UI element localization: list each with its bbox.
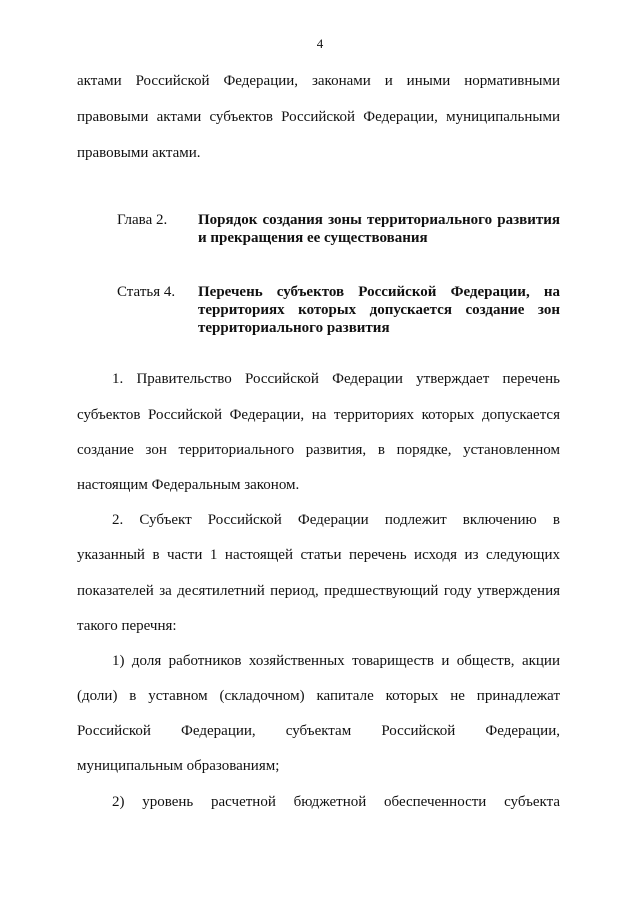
article-title-line-1: Перечень субъектов Российской Федерации, на (198, 284, 560, 300)
p1-line-3: создание зон территориального развития, в порядке, установленном (77, 442, 560, 458)
p4-line-1: 2) уровень расчетной бюджетной обеспеченности субъекта (112, 794, 560, 810)
p2-line-2: указанный в части 1 настоящей статьи перечень исходя из следующих (77, 547, 560, 563)
p2-line-4: такого перечня: (77, 618, 177, 634)
p3-line-4: муниципальным образованиям; (77, 758, 280, 774)
p3-line-3: Российской Федерации, субъектам Российской Федерации, (77, 723, 560, 739)
p3-line-1: 1) доля работников хозяйственных товариществ и обществ, акции (112, 653, 560, 669)
p1-line-4: настоящим Федеральным законом. (77, 477, 300, 493)
p3-line-2: (доли) в уставном (складочном) капитале которых не принадлежат (77, 688, 560, 704)
p2-line-1: 2. Субъект Российской Федерации подлежит включению в (112, 512, 560, 528)
article-title-line-2: территориях которых допускается создание зон (198, 302, 560, 318)
p2-line-3: показателей за десятилетний период, предшествующий году утверждения (77, 583, 560, 599)
intro-line-3: правовыми актами. (77, 145, 201, 161)
article-label: Статья 4. (117, 284, 176, 300)
article-title-line-3: территориального развития (198, 320, 390, 336)
intro-line-2: правовыми актами субъектов Российской Федерации, муниципальными (77, 109, 560, 125)
chapter-label: Глава 2. (117, 212, 168, 228)
page-number: 4 (316, 36, 324, 51)
p1-line-2: субъектов Российской Федерации, на территориях которых допускается (77, 407, 560, 423)
p1-line-1: 1. Правительство Российской Федерации утверждает перечень (112, 371, 560, 387)
intro-line-1: актами Российской Федерации, законами и иными нормативными (77, 73, 560, 89)
chapter-title-line-2: и прекращения ее существования (198, 230, 428, 246)
chapter-title-line-1: Порядок создания зоны территориального развития (198, 212, 560, 228)
